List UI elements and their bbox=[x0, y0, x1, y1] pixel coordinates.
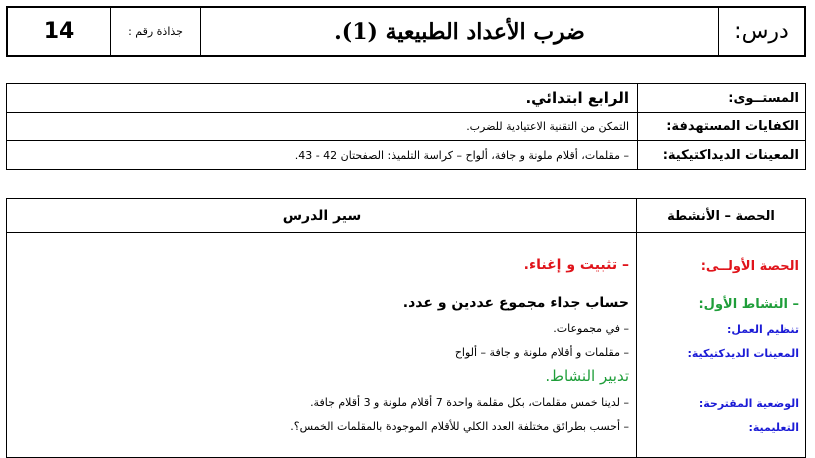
session-label: الحصة الأولــى: bbox=[700, 259, 799, 274]
col-header-lesson-flow: سير الدرس bbox=[282, 208, 362, 224]
lesson-header bbox=[6, 6, 806, 57]
info-row-level bbox=[7, 84, 805, 112]
activity-label: – النشاط الأول: bbox=[698, 297, 799, 312]
teaching-aids-value: – مقلمات و أقلام ملونة و جافة – ألواح bbox=[454, 346, 629, 359]
aids-value: – مقلمات، أقلام ملونة و جافة، ألواح – كراسة التلميذ: الصفحتان 42 - 43. bbox=[294, 148, 629, 162]
proposed-situation-label: الوضعية المقترحة: bbox=[698, 397, 799, 410]
info-row-aids bbox=[7, 140, 805, 169]
column-divider bbox=[636, 199, 637, 457]
teaching-aids-label: المعينات الديدكتيكية: bbox=[687, 347, 799, 360]
work-organization-label: تنظيم العمل: bbox=[727, 323, 799, 336]
competencies-label: الكفايات المستهدفة: bbox=[637, 113, 805, 140]
col-header-activities: الحصة – الأنشطة bbox=[667, 208, 775, 224]
sheet-number-label: جذاذة رقم : bbox=[110, 8, 200, 55]
level-label: المستــوى: bbox=[637, 84, 805, 112]
instructions-label: التعليمية: bbox=[748, 421, 799, 434]
lesson-label: درس: bbox=[718, 8, 804, 55]
lesson-progress-table bbox=[6, 198, 806, 458]
aids-label: المعينات الديداكتيكية: bbox=[637, 141, 805, 169]
work-organization-value: – في مجموعات. bbox=[553, 322, 629, 335]
activity-value: حساب جداء مجموع عددين و عدد. bbox=[402, 295, 629, 311]
table-header-row bbox=[7, 199, 805, 233]
sheet-number: 14 bbox=[43, 19, 75, 44]
level-value: الرابع ابتدائي. bbox=[525, 89, 629, 107]
lesson-info-table bbox=[6, 83, 806, 170]
activity-management-title: تدبير النشاط. bbox=[545, 367, 629, 385]
info-row-competencies bbox=[7, 112, 805, 140]
session-value: – تثبيت و إغناء. bbox=[523, 257, 629, 273]
instructions-value: – أحسب بطرائق مختلفة العدد الكلي للأقلام الموجودة بالمقلمات الخمس؟. bbox=[290, 420, 629, 433]
competencies-value: التمكن من التقنية الاعتيادية للضرب. bbox=[466, 120, 629, 133]
lesson-title: ضرب الأعداد الطبيعية (1). bbox=[200, 8, 718, 55]
proposed-situation-value: – لدينا خمس مقلمات، بكل مقلمة واحدة 7 أقلام ملونة و 3 أقلام جافة. bbox=[310, 396, 629, 409]
